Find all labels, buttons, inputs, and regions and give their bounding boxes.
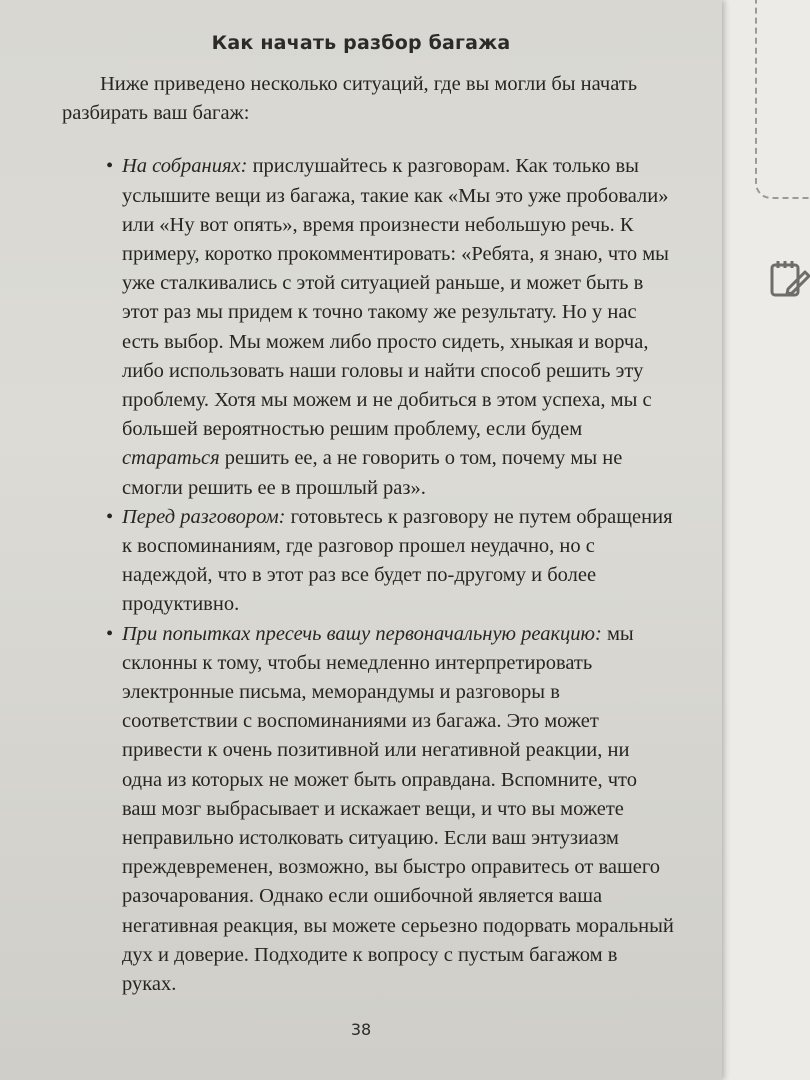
list-item-text: мы склонны к тому, чтобы немедленно интерпретировать электронные письма, меморандумы и разговоры в соответствии с воспоминаниями из багажа. Это может привести к очень позитивной или негативной реакции, ни одна из которых не может быть оправдана. Вспомните, что ваш мозг выбрасывает и искажает вещи, и что вы можете неправильно истолковать ситуацию. Если ваш энтузиазм преждевременен, возможно, вы быстро оправитесь от вашего разочарования. Однако если ошибочной является ваша негативная реакция, вы можете серьезно подорвать моральный дух и доверие. Подходите к вопросу с пустым багажом в руках.	[122, 622, 674, 996]
list-item	[62, 503, 674, 620]
list-item	[62, 620, 674, 1000]
list-item-emphasis: стараться	[122, 447, 220, 470]
bullet-dot: •	[106, 505, 114, 528]
list-item-lead: На собраниях:	[122, 155, 248, 178]
situations-list	[62, 152, 674, 999]
page-number: 38	[350, 1020, 372, 1039]
page-body	[62, 70, 674, 999]
list-item-text-end: решить ее, а не говорить о том, почему мы не смогли решить ее в прошлый раз».	[122, 447, 623, 499]
list-item-text: готовьтесь к разговору не путем обращения к воспоминаниям, где разговор прошел неудачно, но с надеждой, что в этот раз все будет по-другому и более продуктивно.	[122, 505, 673, 616]
list-item	[62, 152, 674, 502]
margin-dashed-frame	[755, 0, 810, 199]
bullet-dot: •	[106, 622, 114, 645]
bullet-dot: •	[106, 155, 114, 178]
list-item-text: прислушайтесь к разговорам. Как только вы услышите вещи из багажа, такие как «Мы это уже пробовали» или «Ну вот опять», время произнести небольшую речь. К примеру, коротко прокомментировать: «Ребята, я знаю, что мы уже сталкивались с этой ситуацией раньше, и может быть в этот раз мы придем к точно такому же результату. Но у нас есть выбор. Мы можем либо просто сидеть, хныкая и ворча, либо использовать наши головы и найти способ решить эту проблему. Хотя мы можем и не добиться в этом успеха, мы с большей вероятностью решим проблему, если будем	[122, 155, 669, 441]
list-item-lead: Перед разговором:	[122, 505, 286, 528]
notepad-pencil-icon	[768, 258, 810, 300]
intro-paragraph: Ниже приведено несколько ситуаций, где вы могли бы начать разбирать ваш багаж:	[62, 73, 638, 125]
page-title: Как начать разбор багажа	[211, 32, 511, 54]
list-item-lead: При попытках пресечь вашу первоначальную реакцию:	[122, 622, 602, 645]
